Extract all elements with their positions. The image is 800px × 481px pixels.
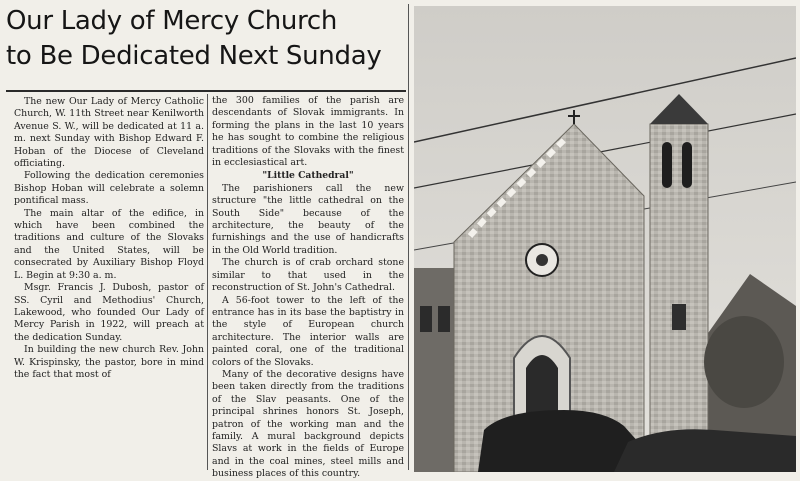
paragraph: In building the new church Rev. John W. Krispinsky, the pastor, bore in mind the fact that most of	[14, 344, 204, 380]
tree	[704, 316, 784, 408]
paragraph: the 300 families of the parish are descendants of Slovak immigrants. In forming the plans in the last 10 years he has sought to combine the religious traditions of the Slovaks with the finest in ecclesiastical art.	[212, 95, 404, 169]
belfry-opening	[662, 142, 672, 188]
article-column-1	[14, 96, 204, 381]
headline	[6, 4, 406, 74]
paragraph: The new Our Lady of Mercy Catholic Church, W. 11th Street near Kenilworth Avenue S. W., will be dedicated at 11 a. m. next Sunday with Bishop Edward F. Hoban of the Diocese of Cleveland officiating.	[14, 96, 204, 170]
paragraph: The main altar of the edifice, in which have been combined the traditions and culture of the Slovaks and the United States, will be consecrated by Auxiliary Bishop Floyd L. Begin at 9:30 a. m.	[14, 207, 204, 281]
article-column-2	[212, 95, 404, 481]
headline-line-2: to Be Dedicated Next Sunday	[6, 41, 382, 71]
subheading: "Little Cathedral"	[262, 170, 354, 182]
headline-line-1: Our Lady of Mercy Church	[6, 6, 338, 36]
window	[420, 306, 432, 332]
bell-tower	[650, 124, 708, 472]
church-photo	[414, 6, 796, 472]
column-divider	[207, 94, 208, 470]
photo-divider	[408, 4, 409, 470]
tower-window	[672, 304, 686, 330]
belfry-opening	[682, 142, 692, 188]
paragraph: Msgr. Francis J. Dubosh, pastor of SS. Cyril and Methodius' Church, Lakewood, who founded Our Lady of Mercy Parish in 1922, will preach at the dedication Sunday.	[14, 282, 204, 343]
rose-window-center	[536, 254, 548, 266]
paragraph: The church is of crab orchard stone similar to that used in the reconstruction of St. John's Cathedral.	[212, 257, 404, 294]
paragraph: Many of the decorative designs have been taken directly from the traditions of the Slav peasants. One of the principal shrines honors St. Joseph, patron of the working man and the family. A mural background depicts Slavs at work in the fields of Europe and in the coal mines, steel mills and business places of this country.	[212, 368, 404, 480]
paragraph: Following the dedication ceremonies Bishop Hoban will celebrate a solemn pontifical mass.	[14, 170, 204, 207]
window	[438, 306, 450, 332]
headline-rule	[6, 90, 406, 92]
paragraph: The parishioners call the new structure "the little cathedral on the South Side" because of the architecture, the beauty of the furnishings and the use of handicrafts in the Old World tradition.	[212, 182, 404, 256]
paragraph: A 56-foot tower to the left of the entrance has in its base the baptistry in the style of European church architecture. The interior walls are painted coral, one of the traditional colors of the Slovaks.	[212, 294, 404, 368]
